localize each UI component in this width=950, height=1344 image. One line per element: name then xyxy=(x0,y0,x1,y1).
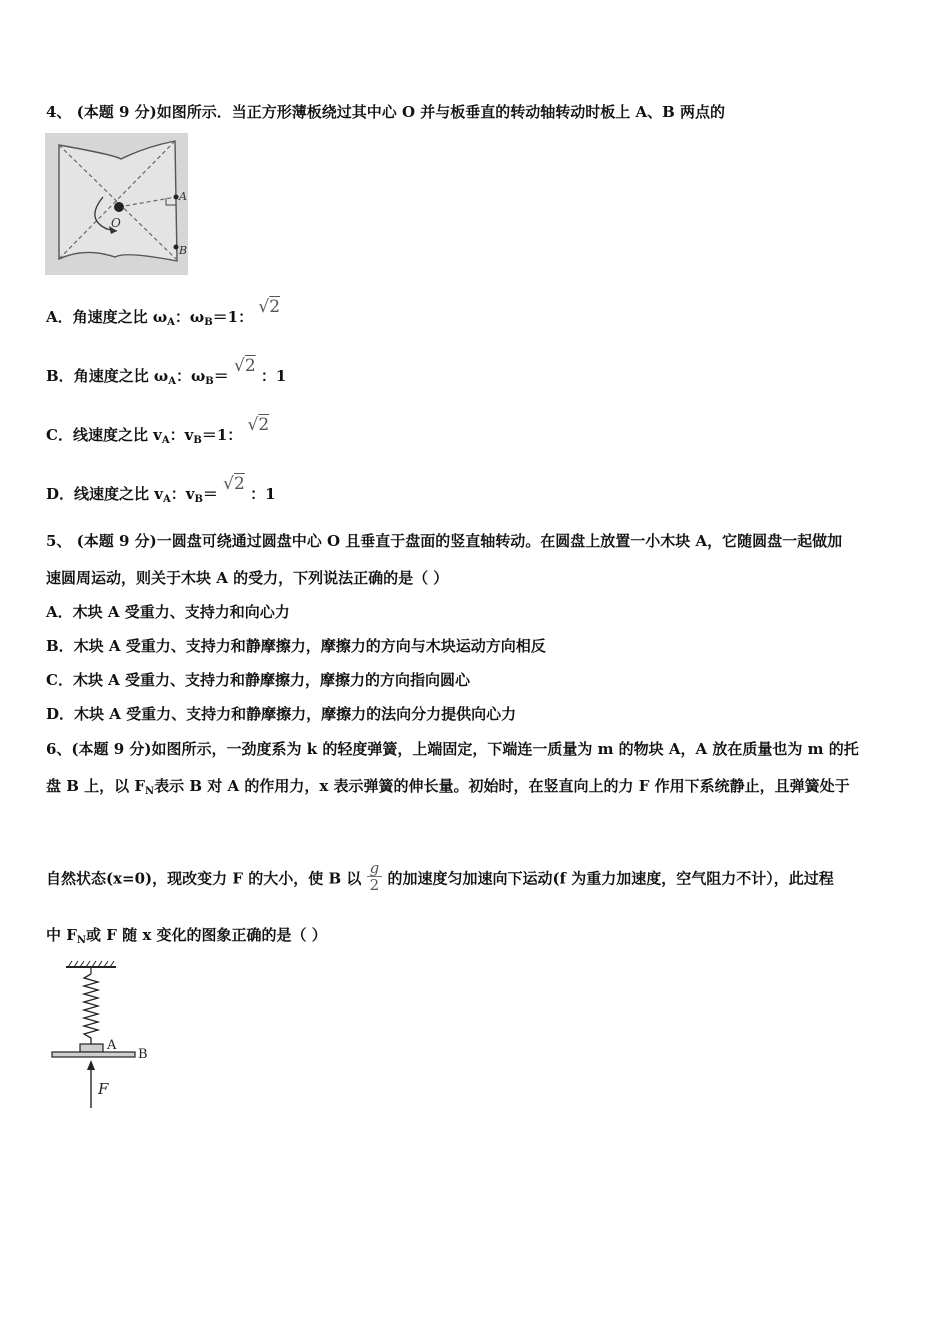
q5-option-c[interactable]: C．木块 A 受重力、支持力和静摩擦力，摩擦力的方向指向圆心 xyxy=(46,671,471,689)
option-text: 线速度之比 v xyxy=(72,426,162,444)
q5-option-b[interactable]: B．木块 A 受重力、支持力和静摩擦力，摩擦力的方向与木块运动方向相反 xyxy=(46,637,546,655)
subscript: B xyxy=(194,494,203,505)
q6-line3 xyxy=(46,859,834,896)
option-label: B． xyxy=(46,367,74,385)
spring-figure xyxy=(50,960,160,1112)
fraction-g-over-2 xyxy=(367,860,383,893)
text: 中 F xyxy=(46,926,77,944)
q4-option-a[interactable] xyxy=(46,297,281,333)
spring-label-b: B xyxy=(138,1047,148,1062)
option-text: ：1 xyxy=(260,367,287,385)
text: 自然状态(x=0)，现改变力 F 的大小，使 B 以 xyxy=(46,869,362,888)
q5-option-a[interactable]: A．木块 A 受重力、支持力和向心力 xyxy=(46,603,290,621)
option-text: 角速度之比 ω xyxy=(73,367,169,385)
text: 的加速度匀加速向下运动(f 为重力加速度，空气阻力不计），此过程 xyxy=(387,869,834,888)
square-plate-figure xyxy=(45,133,188,275)
option-text: ＝ xyxy=(202,485,218,503)
text: 或 F 随 x 变化的图象正确的是（ ） xyxy=(86,926,327,944)
figure-label-a: A xyxy=(179,190,187,203)
force-label-f: F xyxy=(98,1080,109,1098)
option-text: ：v xyxy=(170,485,195,503)
sqrt-number: 2 xyxy=(244,356,256,376)
q6-line2 xyxy=(46,776,850,802)
q6-line1: 6、(本题 9 分)如图所示，一劲度系为 k 的轻度弹簧，上端固定，下端连一质量为 m 的物块 A，A 放在质量也为 m 的托 xyxy=(46,740,859,758)
option-label: C． xyxy=(46,426,73,444)
q5-option-d[interactable]: D．木块 A 受重力、支持力和静摩擦力，摩擦力的法向分力提供向心力 xyxy=(46,705,517,723)
option-text: ：1 xyxy=(250,485,276,503)
subscript: A xyxy=(162,494,171,505)
text: 表示 B 对 A 的作用力，x 表示弹簧的伸长量。初始时，在竖直向上的力 F 作用下系统静止，且弹簧处于 xyxy=(154,777,850,795)
q4-option-d[interactable] xyxy=(46,474,276,510)
option-label: D． xyxy=(46,485,75,503)
q6-line4 xyxy=(46,925,327,951)
sqrt-number: 2 xyxy=(258,415,270,435)
option-text: ＝ xyxy=(213,367,229,385)
option-text: ：ω xyxy=(175,367,206,385)
option-text: ＝1： xyxy=(201,426,243,444)
figure-label-b: B xyxy=(179,244,188,257)
option-text: ：v xyxy=(169,426,194,444)
sqrt-symbol: √2 xyxy=(258,297,281,317)
q4-stem: 4、 (本题 9 分)如图所示．当正方形薄板绕过其中心 O 并与板垂直的转动轴转动时板上 A、B 两点的 xyxy=(46,103,726,121)
subscript: A xyxy=(167,317,175,328)
subscript: B xyxy=(204,317,213,328)
subscript: N xyxy=(76,935,87,946)
subscript: B xyxy=(193,435,202,446)
sqrt-symbol: √2 xyxy=(247,415,270,435)
q4-option-b[interactable] xyxy=(46,356,287,392)
sqrt-symbol: √2 xyxy=(233,356,256,376)
subscript: A xyxy=(161,435,170,446)
sqrt-symbol: √2 xyxy=(223,474,245,494)
q5-stem-line2: 速圆周运动，则关于木块 A 的受力，下列说法正确的是（ ） xyxy=(46,569,449,587)
option-text: ＝1： xyxy=(212,308,254,326)
q4-option-c[interactable] xyxy=(46,415,270,451)
spring-label-a: A xyxy=(107,1038,117,1053)
sqrt-number: 2 xyxy=(269,297,281,317)
option-text: ：ω xyxy=(174,308,205,326)
option-text: 线速度之比 v xyxy=(74,485,163,503)
text: 盘 B 上，以 F xyxy=(46,777,145,795)
q5-stem-line1: 5、 (本题 9 分)一圆盘可绕通过圆盘中心 O 且垂直于盘面的竖直轴转动。在圆盘上放置一小木块 A，它随圆盘一起做加 xyxy=(46,532,843,550)
fraction-numerator: g xyxy=(367,860,383,877)
option-text: 角速度之比 ω xyxy=(72,308,168,326)
subscript: N xyxy=(145,786,155,797)
figure-label-o: O xyxy=(111,216,121,230)
subscript: A xyxy=(168,376,176,387)
fraction-denominator: 2 xyxy=(369,876,380,894)
subscript: B xyxy=(205,376,214,387)
option-label: A． xyxy=(46,308,73,326)
sqrt-number: 2 xyxy=(234,474,245,494)
